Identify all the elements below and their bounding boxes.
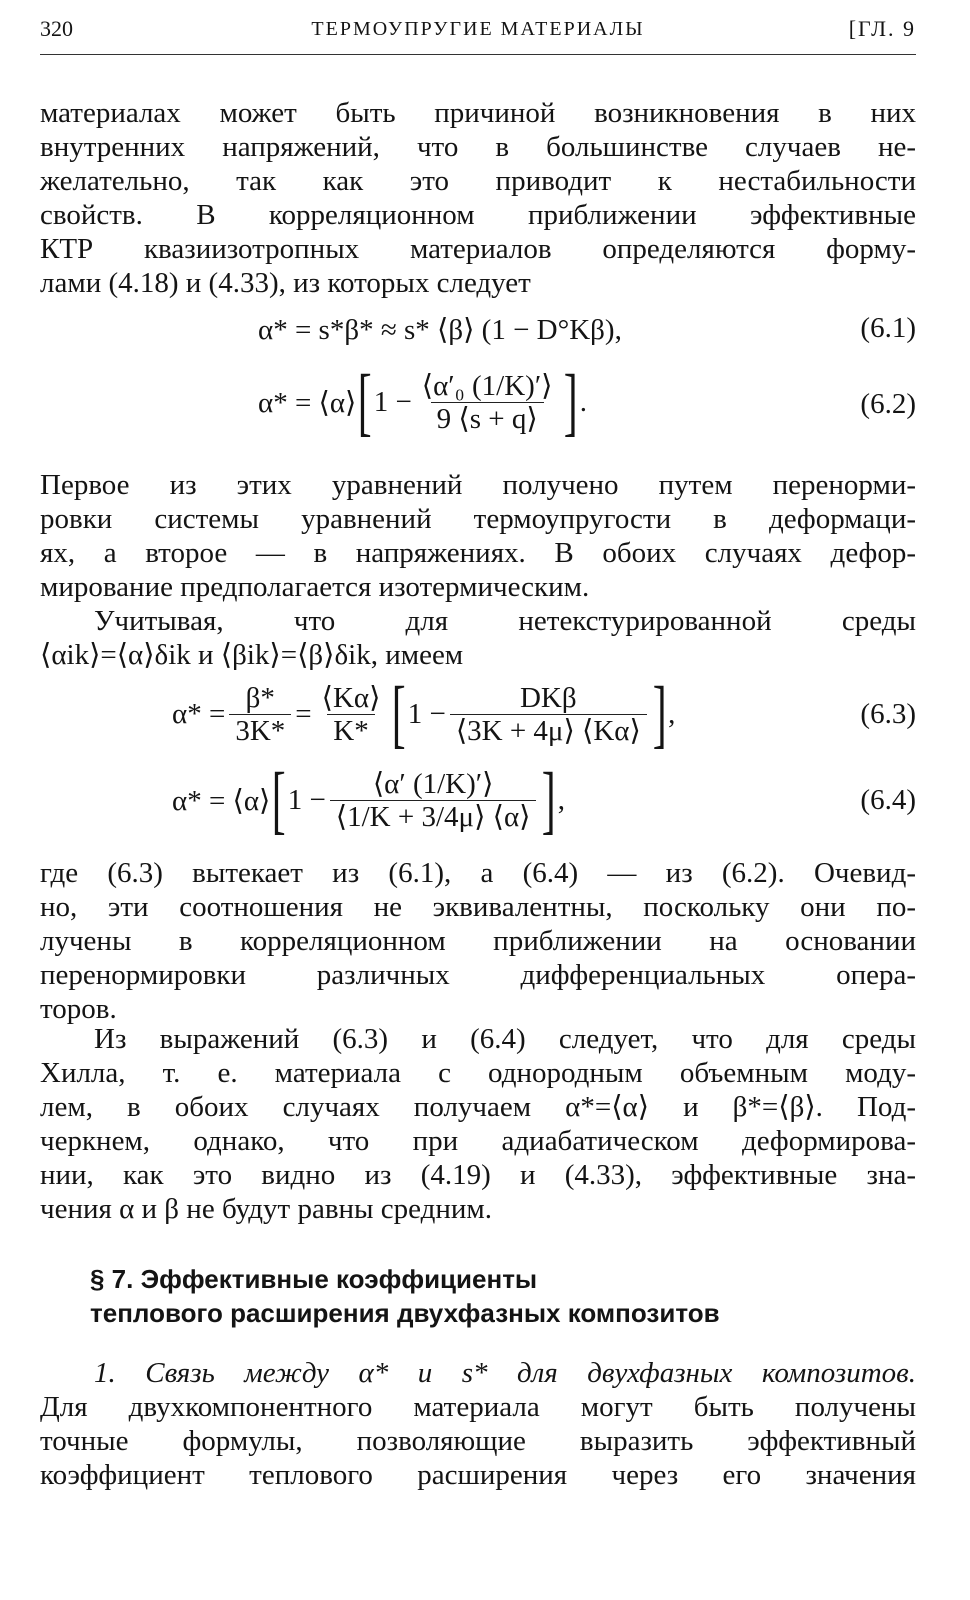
left-bracket: [	[272, 758, 286, 842]
equation-end: ,	[557, 783, 566, 816]
equation-number: (6.1)	[860, 312, 916, 344]
line: Хилла, т. е. материала с однородным объемным моду-	[40, 1057, 916, 1089]
subsection-heading: 1. Связь между α* и s* для двухфазных композитов.	[94, 1357, 916, 1389]
paragraph-2	[40, 468, 916, 604]
line: нии, как это видно из (4.19) и (4.33), эффективные зна-	[40, 1159, 916, 1191]
numerator: DKβ	[519, 681, 577, 714]
equation-number: (6.3)	[860, 698, 916, 730]
header-rule	[40, 54, 916, 55]
line: точные формулы, позволяющие выразить эффективный	[40, 1425, 916, 1457]
running-title: ТЕРМОУПРУГИЕ МАТЕРИАЛЫ	[311, 18, 645, 40]
paragraph-4	[40, 856, 916, 1026]
equation-one: 1 −	[407, 697, 446, 730]
line: где (6.3) вытекает из (6.1), а (6.4) — из (6.2). Очевид-	[40, 857, 916, 889]
section-heading	[90, 1262, 920, 1330]
line: лем, в обоих случаях получаем α*=⟨α⟩ и β*=⟨β⟩. Под-	[40, 1091, 916, 1123]
line: лами (4.18) и (4.33), из которых следует	[40, 267, 531, 299]
numerator: ⟨α′ (1/K)′⟩	[372, 767, 494, 800]
line: торов.	[40, 993, 117, 1025]
equation-number: (6.4)	[860, 784, 916, 816]
denominator: 3K*	[229, 714, 291, 747]
equation-6-4	[0, 758, 970, 846]
equation-one: 1 −	[287, 783, 326, 816]
line: ях, а второе — в напряжениях. В обоих случаях дефор-	[40, 537, 916, 569]
numerator: β*	[245, 681, 275, 714]
line: лучены в корреляционном приближении на основании	[40, 925, 916, 957]
line: Для двухкомпонентного материала могут быть получены	[40, 1391, 916, 1423]
paragraph-1	[40, 96, 916, 300]
equation-6-2	[0, 360, 970, 448]
equation-end: ,	[668, 697, 676, 730]
fraction	[229, 682, 291, 747]
line: ⟨αik⟩=⟨α⟩δik и ⟨βik⟩=⟨β⟩δik, имеем	[40, 639, 464, 671]
equation-lhs: α* = ⟨α⟩	[258, 386, 357, 419]
paragraph-6	[40, 1356, 916, 1492]
line: КТР квазиизотропных материалов определяются форму-	[40, 233, 916, 265]
denominator: ⟨1/K + 3/4μ⟩ ⟨α⟩	[330, 800, 537, 833]
equation-6-3	[0, 672, 970, 760]
running-header	[40, 12, 916, 46]
page-number: 320	[40, 16, 73, 41]
fraction	[450, 682, 647, 747]
denominator: ⟨3K + 4μ⟩ ⟨Kα⟩	[450, 714, 647, 747]
line: но, эти соотношения не эквивалентны, поскольку они по-	[40, 891, 916, 923]
fraction	[316, 682, 387, 747]
line: Первое из этих уравнений получено путем перенорми-	[40, 469, 916, 501]
paragraph-5	[40, 1022, 916, 1226]
right-bracket: ]	[652, 672, 667, 756]
right-bracket: ]	[564, 360, 579, 444]
line: свойств. В корреляционном приближении эффективные	[40, 199, 916, 231]
line: коэффициент теплового расширения через его значения	[40, 1459, 916, 1491]
denominator: K*	[327, 714, 374, 747]
line: ровки системы уравнений термоупругости в деформаци-	[40, 503, 916, 535]
paragraph-3	[40, 604, 916, 672]
equation-number: (6.2)	[860, 388, 916, 420]
line: Учитывая, что для нетекстурированной среды	[94, 605, 916, 637]
left-bracket: [	[358, 360, 372, 444]
line: черкнем, однако, что при адиабатическом деформирова-	[40, 1125, 916, 1157]
line: чения α и β не будут равны средним.	[40, 1193, 493, 1225]
denominator: 9 ⟨s + q⟩	[431, 402, 544, 435]
line: внутренних напряжений, что в большинстве случаев не-	[40, 131, 916, 163]
line: мирование предполагается изотермическим.	[40, 571, 590, 603]
equation-lhs: α* = ⟨α⟩	[172, 784, 271, 817]
equation-6-1	[0, 308, 970, 352]
equation-lhs: α* =	[172, 697, 226, 730]
line: материалах может быть причиной возникновения в них	[40, 97, 916, 129]
fraction	[416, 370, 559, 435]
section-heading-line: § 7. Эффективные коэффициенты	[90, 1264, 538, 1294]
equation-body: α* = s*β* ≈ s* ⟨β⟩ (1 − D°Kβ),	[258, 314, 622, 346]
left-bracket: [	[392, 672, 407, 756]
equation-one: 1 −	[373, 385, 412, 418]
equation-end: .	[579, 385, 588, 418]
right-bracket: ]	[542, 758, 557, 842]
section-heading-line: теплового расширения двухфазных композитов	[90, 1298, 720, 1328]
chapter-label: [ГЛ. 9	[848, 16, 916, 41]
line: Из выражений (6.3) и (6.4) следует, что для среды	[94, 1023, 916, 1055]
equals-sign: =	[295, 697, 312, 730]
line: желательно, так как это приводит к нестабильности	[40, 165, 916, 197]
line: перенормировки различных дифференциальных опера-	[40, 959, 916, 991]
numerator: ⟨Kα⟩	[321, 681, 381, 714]
numerator: ⟨α′₀ (1/K)′⟩	[421, 369, 553, 402]
fraction	[330, 768, 537, 833]
